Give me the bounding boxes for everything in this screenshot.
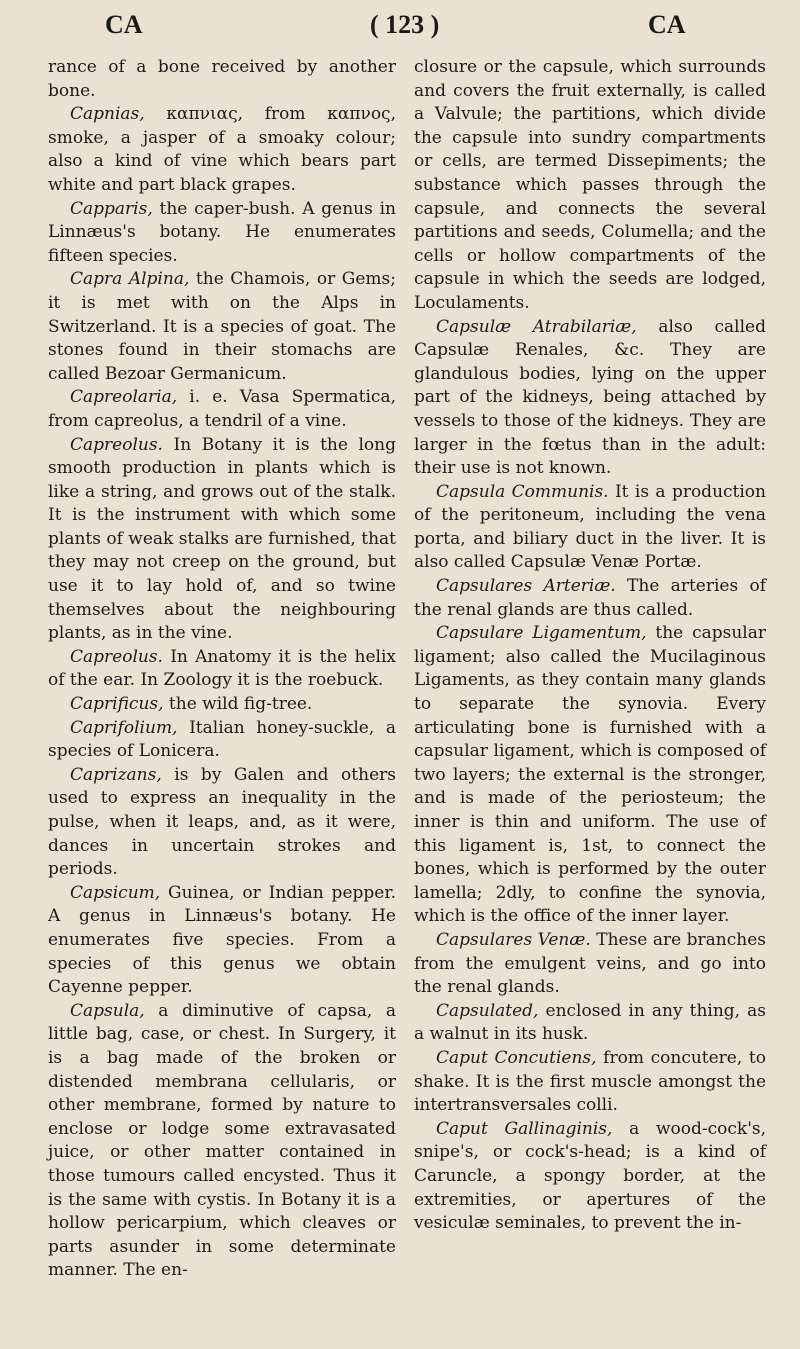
entry-text: a diminutive of capsa, a little bag, case, or chest. In Surgery, it is a bag made of the broken or distended membrana cellularis, or other membrane, formed by nature to enclose or lodge some extravasated juice, or other matter contained in those tumours called encysted. Thus it is the same with cystis. In Botany it is a hollow pericarpium, which cleaves or parts asunder in some determinate manner. The en- [48, 1000, 396, 1281]
entry-text: In Botany it is the long smooth production in plants which is like a string, and grows out of the stalk. It is the instrument with which some plants of weak stalks are furnished, that they may not creep on the ground, but use it to lay hold of, and so twine themselves about the neighbouring plants, as in the vine. [48, 434, 396, 644]
entry-headword: Capra Alpina, [70, 269, 190, 290]
entry-text: The arteries of the renal glands are thus called. [414, 576, 767, 620]
dictionary-entry [48, 198, 396, 269]
entry-text: rance of a bone received by another bone. [48, 57, 396, 101]
entry-headword: Capreolaria, [70, 387, 178, 408]
running-header [0, 10, 800, 50]
entry-text: from concutere, to shake. It is the first muscle amongst the intertransversales colli. [414, 1047, 766, 1116]
entry-headword: Caput Concutiens, [436, 1047, 597, 1068]
entry-text: It is a production of the peritoneum, including the vena porta, and biliary duct in the liver. It is also called Capsulæ Venæ Portæ. [414, 481, 766, 573]
entry-headword: Capsulæ Atrabilariæ, [436, 316, 637, 337]
dictionary-entry [48, 646, 396, 693]
entry-headword: Capsula Communis. [436, 481, 609, 502]
entry-text: These are branches from the emulgent veins, and go into the renal glands. [414, 929, 766, 998]
left-column [48, 56, 396, 1283]
entry-text: Italian honey-suckle, a species of Lonicera. [48, 717, 396, 762]
dictionary-entry [414, 575, 766, 622]
entry-headword: Capparis, [70, 198, 153, 219]
entry-text: the caper-bush. A genus in Linnæus's botany. He enumerates fifteen species. [48, 198, 396, 266]
entry-text: Guinea, or Indian pepper. A genus in Linnæus's botany. He enumerates five species. From a species of this genus we obtain Cayenne pepper. [48, 882, 396, 998]
entry-headword: Capsulare Ligamentum, [436, 623, 647, 644]
entry-text: a wood-cock's, snipe's, or cock's-head; is a kind of Caruncle, a spongy border, at the extremities, or apertures of the vesiculæ seminales, to prevent the in- [414, 1118, 766, 1234]
page-number: ( 123 ) [370, 10, 440, 39]
header-left-guideword: CA [105, 10, 143, 39]
entry-headword: Caprificus, [70, 694, 164, 715]
entry-text: is by Galen and others used to express an inequality in the pulse, when it leaps, and, as it were, dances in uncertain strokes and periods. [48, 764, 396, 880]
entry-text: καπνιας, from καπνος, smoke, a jasper of a smoaky colour; also a kind of vine which bears part white and part black grapes. [48, 104, 396, 195]
entry-text: the Chamois, or Gems; it is met with on the Alps in Switzerland. It is a species of goat. The stones found in their stomachs are called Bezoar Germanicum. [48, 269, 396, 384]
dictionary-entry [414, 316, 766, 481]
dictionary-entry [48, 268, 396, 386]
entry-text: the capsular ligament; also called the Mucilaginous Ligaments, as they contain many glands to separate the synovia. Every articulating bone is furnished with a capsular ligament, which is composed of two layers; the external is the stronger, and is made of the periosteum; the inner is thin and uniform. The use of this ligament is, 1st, to connect the bones, which is performed by the outer lamella; 2dly, to confine the synovia, which is the office of the inner layer. [414, 623, 767, 927]
dictionary-entry [48, 764, 396, 882]
right-column [414, 56, 766, 1236]
dictionary-entry [414, 1047, 766, 1118]
entry-headword: Capreolus. [70, 434, 163, 455]
entry-headword: Caput Gallinaginis, [436, 1118, 613, 1139]
entry-text: also called Capsulæ Renales, &c. They are glandulous bodies, lying on the upper part of the kidneys, being attached by vessels to those of the kidneys. They are larger in the fœtus than in the adult: their use is not known. [414, 316, 766, 479]
entry-headword: Capsulares Arteriæ. [436, 576, 616, 597]
dictionary-entry [48, 56, 396, 103]
entry-headword: Capreolus. [70, 646, 163, 667]
dictionary-entry [48, 693, 396, 717]
dictionary-entry [414, 481, 766, 575]
dictionary-entry [414, 1000, 766, 1047]
entry-text: In Anatomy it is the helix of the ear. In Zoology it is the roebuck. [48, 646, 396, 691]
dictionary-entry [414, 56, 766, 316]
dictionary-entry [48, 1000, 396, 1283]
dictionary-entry [414, 1118, 766, 1236]
dictionary-entry [48, 386, 396, 433]
entry-headword: Capsulares Venæ. [436, 929, 591, 950]
entry-headword: Capsicum, [70, 882, 161, 903]
dictionary-entry [48, 434, 396, 646]
dictionary-entry [414, 929, 766, 1000]
entry-text: enclosed in any thing, as a walnut in its husk. [414, 1000, 766, 1045]
header-right-guideword: CA [648, 10, 686, 39]
entry-text: i. e. Vasa Spermatica, from capreolus, a tendril of a vine. [48, 387, 396, 431]
dictionary-entry [48, 103, 396, 197]
entry-text: the wild fig-tree. [163, 694, 313, 715]
dictionary-entry [414, 622, 766, 929]
entry-headword: Capsulated, [436, 1000, 539, 1021]
dictionary-entry [48, 882, 396, 1000]
entry-headword: Capnias, [70, 104, 145, 125]
dictionary-entry [48, 717, 396, 764]
entry-text: closure or the capsule, which surrounds and covers the fruit externally, is called a Valvule; the partitions, which divide the capsule into sundry compartments or cells, are termed Dissepiments; the substance which passes through the capsule, and connects the several partitions and seeds, Columella; and the cells or hollow compartments of the capsule in which the seeds are lodged, Loculaments. [414, 57, 766, 313]
entry-headword: Capsula, [70, 1000, 145, 1021]
entry-headword: Caprifolium, [70, 717, 178, 738]
entry-headword: Caprizans, [70, 764, 162, 785]
